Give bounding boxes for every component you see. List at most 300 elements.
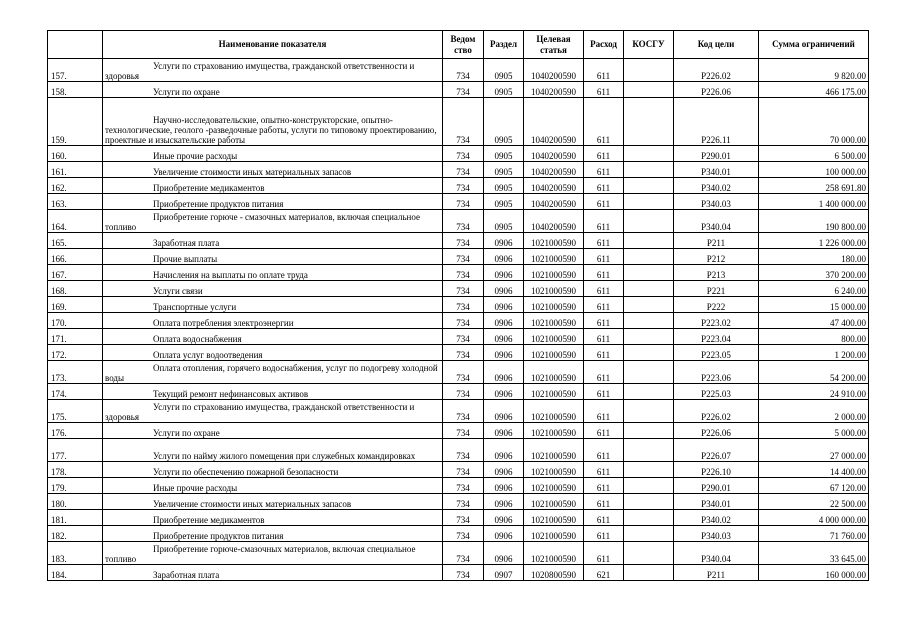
row-kosgu — [624, 146, 674, 162]
header-vedom: Ведом ство — [443, 31, 484, 59]
row-name — [103, 565, 443, 581]
row-number: 158. — [48, 82, 103, 98]
row-name-text: Научно-исследовательские, опытно-конструкторские, опытно-технологические, геолого -разведочные работы, услуги по типовому проектированию, проектные и изыскательские работы — [105, 115, 437, 145]
row-razdel: 0907 — [484, 565, 524, 581]
row-name-text: Оплата отопления, горячего водоснабжения, услуг по подогреву холодной воды — [105, 363, 438, 383]
row-kosgu — [624, 329, 674, 345]
row-target-article: 1040200590 — [524, 59, 584, 82]
row-name — [103, 462, 443, 478]
table-row — [48, 233, 869, 249]
row-target-article: 1040200590 — [524, 82, 584, 98]
row-vedom: 734 — [443, 178, 484, 194]
row-name — [103, 510, 443, 526]
row-kosgu — [624, 162, 674, 178]
row-goal-code: P226.06 — [674, 423, 759, 439]
row-kosgu — [624, 313, 674, 329]
row-kosgu — [624, 249, 674, 265]
row-target-article: 1021000590 — [524, 313, 584, 329]
row-number: 178. — [48, 462, 103, 478]
row-name-text: Заработная плата — [153, 238, 220, 248]
row-vedom: 734 — [443, 510, 484, 526]
row-name — [103, 526, 443, 542]
row-number: 161. — [48, 162, 103, 178]
row-kosgu — [624, 194, 674, 210]
row-sum: 6 240.00 — [759, 281, 869, 297]
row-kosgu — [624, 361, 674, 384]
table-row — [48, 329, 869, 345]
row-expense: 611 — [584, 526, 624, 542]
row-razdel: 0906 — [484, 384, 524, 400]
row-sum: 70 000.00 — [759, 98, 869, 146]
row-expense: 611 — [584, 297, 624, 313]
row-number: 167. — [48, 265, 103, 281]
row-kosgu — [624, 526, 674, 542]
row-vedom: 734 — [443, 98, 484, 146]
row-number: 172. — [48, 345, 103, 361]
row-name — [103, 400, 443, 423]
table-row — [48, 249, 869, 265]
row-number: 169. — [48, 297, 103, 313]
row-target-article: 1021000590 — [524, 510, 584, 526]
header-kosgu: КОСГУ — [624, 31, 674, 59]
row-kosgu — [624, 384, 674, 400]
row-razdel: 0906 — [484, 313, 524, 329]
table-row — [48, 494, 869, 510]
row-number: 165. — [48, 233, 103, 249]
row-name-text: Иные прочие расходы — [153, 483, 238, 493]
row-vedom: 734 — [443, 361, 484, 384]
row-razdel: 0905 — [484, 162, 524, 178]
row-number: 183. — [48, 542, 103, 565]
row-target-article: 1040200590 — [524, 194, 584, 210]
row-kosgu — [624, 59, 674, 82]
table-row — [48, 423, 869, 439]
row-vedom: 734 — [443, 478, 484, 494]
row-name-text: Оплата водоснабжения — [153, 334, 242, 344]
row-kosgu — [624, 439, 674, 462]
row-kosgu — [624, 178, 674, 194]
row-number: 175. — [48, 400, 103, 423]
row-sum: 100 000.00 — [759, 162, 869, 178]
row-razdel: 0906 — [484, 361, 524, 384]
row-target-article: 1021000590 — [524, 542, 584, 565]
row-sum: 1 226 000.00 — [759, 233, 869, 249]
row-target-article: 1021000590 — [524, 478, 584, 494]
row-expense: 611 — [584, 162, 624, 178]
row-sum: 800.00 — [759, 329, 869, 345]
row-goal-code: P226.02 — [674, 400, 759, 423]
row-target-article: 1040200590 — [524, 210, 584, 233]
row-goal-code: P290.01 — [674, 478, 759, 494]
row-name — [103, 313, 443, 329]
row-name-text: Оплата потребления электроэнергии — [153, 318, 294, 328]
row-razdel: 0906 — [484, 249, 524, 265]
row-name-text: Оплата услуг водоотведения — [153, 350, 263, 360]
row-razdel: 0906 — [484, 423, 524, 439]
row-expense: 611 — [584, 233, 624, 249]
row-kosgu — [624, 345, 674, 361]
row-name — [103, 178, 443, 194]
row-name-text: Иные прочие расходы — [153, 151, 238, 161]
row-goal-code: P221 — [674, 281, 759, 297]
row-number: 162. — [48, 178, 103, 194]
table-row — [48, 210, 869, 233]
row-expense: 611 — [584, 249, 624, 265]
row-target-article: 1021000590 — [524, 345, 584, 361]
row-sum: 33 645.00 — [759, 542, 869, 565]
row-expense: 621 — [584, 565, 624, 581]
row-name — [103, 59, 443, 82]
row-name-text: Услуги по найму жилого помещения при служебных командировках — [153, 451, 416, 461]
row-vedom: 734 — [443, 249, 484, 265]
row-goal-code: P290.01 — [674, 146, 759, 162]
row-sum: 190 800.00 — [759, 210, 869, 233]
row-target-article: 1040200590 — [524, 178, 584, 194]
row-sum: 5 000.00 — [759, 423, 869, 439]
row-razdel: 0906 — [484, 400, 524, 423]
row-razdel: 0905 — [484, 59, 524, 82]
row-sum: 71 760.00 — [759, 526, 869, 542]
table-row — [48, 384, 869, 400]
row-razdel: 0906 — [484, 265, 524, 281]
row-target-article: 1021000590 — [524, 526, 584, 542]
row-razdel: 0906 — [484, 526, 524, 542]
row-number: 179. — [48, 478, 103, 494]
row-vedom: 734 — [443, 313, 484, 329]
row-expense: 611 — [584, 494, 624, 510]
table-row — [48, 439, 869, 462]
row-razdel: 0906 — [484, 329, 524, 345]
row-goal-code: P226.07 — [674, 439, 759, 462]
row-goal-code: P212 — [674, 249, 759, 265]
row-sum: 2 000.00 — [759, 400, 869, 423]
row-kosgu — [624, 494, 674, 510]
row-sum: 1 200.00 — [759, 345, 869, 361]
table-row — [48, 281, 869, 297]
row-razdel: 0906 — [484, 281, 524, 297]
row-name — [103, 82, 443, 98]
row-expense: 611 — [584, 439, 624, 462]
table-row — [48, 565, 869, 581]
row-expense: 611 — [584, 98, 624, 146]
row-kosgu — [624, 98, 674, 146]
row-target-article: 1021000590 — [524, 281, 584, 297]
row-goal-code: P225.03 — [674, 384, 759, 400]
row-vedom: 734 — [443, 542, 484, 565]
row-razdel: 0906 — [484, 345, 524, 361]
row-number: 160. — [48, 146, 103, 162]
row-name-text: Начисления на выплаты по оплате труда — [153, 270, 308, 280]
row-goal-code: P340.04 — [674, 210, 759, 233]
table-row — [48, 297, 869, 313]
budget-limits-table-container — [47, 30, 868, 581]
row-name — [103, 423, 443, 439]
row-number: 174. — [48, 384, 103, 400]
row-number: 173. — [48, 361, 103, 384]
row-kosgu — [624, 281, 674, 297]
row-number: 171. — [48, 329, 103, 345]
row-expense: 611 — [584, 510, 624, 526]
row-kosgu — [624, 478, 674, 494]
row-target-article: 1021000590 — [524, 249, 584, 265]
row-name-text: Приобретение продуктов питания — [153, 531, 284, 541]
row-goal-code: P226.06 — [674, 82, 759, 98]
row-vedom: 734 — [443, 162, 484, 178]
row-kosgu — [624, 423, 674, 439]
header-sum: Сумма ограничений — [759, 31, 869, 59]
row-expense: 611 — [584, 194, 624, 210]
row-target-article: 1040200590 — [524, 162, 584, 178]
row-sum: 466 175.00 — [759, 82, 869, 98]
row-kosgu — [624, 210, 674, 233]
row-kosgu — [624, 542, 674, 565]
row-razdel: 0906 — [484, 542, 524, 565]
row-sum: 9 820.00 — [759, 59, 869, 82]
row-vedom: 734 — [443, 565, 484, 581]
row-target-article: 1021000590 — [524, 423, 584, 439]
row-name-text: Транспортные услуги — [153, 302, 237, 312]
row-number: 182. — [48, 526, 103, 542]
row-name-text: Приобретение медикаментов — [153, 183, 265, 193]
row-number: 180. — [48, 494, 103, 510]
row-vedom: 734 — [443, 329, 484, 345]
row-kosgu — [624, 510, 674, 526]
row-name-text: Приобретение горюче - смазочных материалов, включая специальное топливо — [105, 212, 420, 232]
row-kosgu — [624, 265, 674, 281]
row-number: 176. — [48, 423, 103, 439]
header-goal-code: Код цели — [674, 31, 759, 59]
row-target-article: 1021000590 — [524, 361, 584, 384]
row-target-article: 1020800590 — [524, 565, 584, 581]
row-target-article: 1021000590 — [524, 462, 584, 478]
row-expense: 611 — [584, 542, 624, 565]
row-razdel: 0905 — [484, 178, 524, 194]
row-expense: 611 — [584, 265, 624, 281]
row-expense: 611 — [584, 146, 624, 162]
row-expense: 611 — [584, 178, 624, 194]
row-name-text: Увеличение стоимости иных материальных запасов — [153, 167, 352, 177]
header-razdel: Раздел — [484, 31, 524, 59]
row-expense: 611 — [584, 384, 624, 400]
row-goal-code: P226.11 — [674, 98, 759, 146]
row-goal-code: P223.05 — [674, 345, 759, 361]
row-name — [103, 265, 443, 281]
row-goal-code: P222 — [674, 297, 759, 313]
row-number: 164. — [48, 210, 103, 233]
row-vedom: 734 — [443, 462, 484, 478]
row-number: 184. — [48, 565, 103, 581]
row-goal-code: P340.02 — [674, 178, 759, 194]
table-body — [48, 59, 869, 581]
table-row — [48, 82, 869, 98]
table-row — [48, 194, 869, 210]
row-name-text: Услуги по охране — [153, 428, 220, 438]
row-target-article: 1021000590 — [524, 265, 584, 281]
row-goal-code: P226.02 — [674, 59, 759, 82]
row-vedom: 734 — [443, 526, 484, 542]
row-vedom: 734 — [443, 233, 484, 249]
row-vedom: 734 — [443, 82, 484, 98]
row-target-article: 1040200590 — [524, 98, 584, 146]
row-number: 159. — [48, 98, 103, 146]
row-name-text: Прочие выплаты — [153, 254, 218, 264]
row-expense: 611 — [584, 329, 624, 345]
row-razdel: 0906 — [484, 297, 524, 313]
row-number: 166. — [48, 249, 103, 265]
row-expense: 611 — [584, 400, 624, 423]
row-expense: 611 — [584, 281, 624, 297]
row-goal-code: P223.02 — [674, 313, 759, 329]
row-goal-code: P213 — [674, 265, 759, 281]
row-name — [103, 384, 443, 400]
table-row — [48, 146, 869, 162]
row-name — [103, 194, 443, 210]
row-name-text: Заработная плата — [153, 570, 220, 580]
row-vedom: 734 — [443, 59, 484, 82]
row-sum: 15 000.00 — [759, 297, 869, 313]
row-sum: 6 500.00 — [759, 146, 869, 162]
row-expense: 611 — [584, 210, 624, 233]
table-row — [48, 361, 869, 384]
row-sum: 47 400.00 — [759, 313, 869, 329]
row-target-article: 1021000590 — [524, 297, 584, 313]
row-expense: 611 — [584, 462, 624, 478]
table-row — [48, 162, 869, 178]
budget-limits-table — [47, 30, 869, 581]
row-target-article: 1021000590 — [524, 329, 584, 345]
row-razdel: 0906 — [484, 510, 524, 526]
row-number: 157. — [48, 59, 103, 82]
row-name-text: Услуги связи — [153, 286, 203, 296]
row-target-article: 1021000590 — [524, 384, 584, 400]
row-razdel: 0905 — [484, 194, 524, 210]
table-row — [48, 345, 869, 361]
row-vedom: 734 — [443, 210, 484, 233]
row-sum: 22 500.00 — [759, 494, 869, 510]
row-kosgu — [624, 82, 674, 98]
row-name — [103, 329, 443, 345]
row-sum: 370 200.00 — [759, 265, 869, 281]
row-sum: 27 000.00 — [759, 439, 869, 462]
row-name — [103, 345, 443, 361]
row-name-text: Приобретение медикаментов — [153, 515, 265, 525]
row-name-text: Услуги по обеспечению пожарной безопасности — [153, 467, 339, 477]
row-kosgu — [624, 565, 674, 581]
row-vedom: 734 — [443, 297, 484, 313]
row-goal-code: P340.02 — [674, 510, 759, 526]
row-sum: 160 000.00 — [759, 565, 869, 581]
row-goal-code: P340.04 — [674, 542, 759, 565]
row-name — [103, 297, 443, 313]
row-expense: 611 — [584, 313, 624, 329]
row-name-text: Приобретение продуктов питания — [153, 199, 284, 209]
row-vedom: 734 — [443, 146, 484, 162]
row-razdel: 0906 — [484, 233, 524, 249]
row-name-text: Приобретение горюче-смазочных материалов, включая специальное топливо — [105, 544, 416, 564]
row-razdel: 0905 — [484, 98, 524, 146]
row-name — [103, 98, 443, 146]
row-sum: 180.00 — [759, 249, 869, 265]
row-expense: 611 — [584, 478, 624, 494]
row-goal-code: P223.04 — [674, 329, 759, 345]
row-expense: 611 — [584, 361, 624, 384]
row-vedom: 734 — [443, 423, 484, 439]
row-razdel: 0906 — [484, 462, 524, 478]
row-razdel: 0905 — [484, 146, 524, 162]
row-number: 181. — [48, 510, 103, 526]
row-number: 170. — [48, 313, 103, 329]
row-expense: 611 — [584, 82, 624, 98]
row-name — [103, 478, 443, 494]
row-name-text: Услуги по охране — [153, 87, 220, 97]
row-goal-code: P223.06 — [674, 361, 759, 384]
table-row — [48, 510, 869, 526]
row-goal-code: P340.01 — [674, 162, 759, 178]
header-expense: Расход — [584, 31, 624, 59]
table-row — [48, 462, 869, 478]
table-row — [48, 98, 869, 146]
row-expense: 611 — [584, 345, 624, 361]
row-goal-code: P340.01 — [674, 494, 759, 510]
row-name-text: Текущий ремонт нефинансовых активов — [153, 389, 309, 399]
row-goal-code: P211 — [674, 233, 759, 249]
row-vedom: 734 — [443, 265, 484, 281]
row-name — [103, 542, 443, 565]
row-vedom: 734 — [443, 345, 484, 361]
table-row — [48, 178, 869, 194]
row-razdel: 0906 — [484, 478, 524, 494]
table-row — [48, 526, 869, 542]
row-goal-code: P226.10 — [674, 462, 759, 478]
row-target-article: 1021000590 — [524, 439, 584, 462]
row-kosgu — [624, 233, 674, 249]
row-name — [103, 162, 443, 178]
table-row — [48, 400, 869, 423]
row-name — [103, 233, 443, 249]
header-number — [48, 31, 103, 59]
row-expense: 611 — [584, 59, 624, 82]
table-row — [48, 542, 869, 565]
header-target-article: Целевая статья — [524, 31, 584, 59]
row-target-article: 1021000590 — [524, 233, 584, 249]
row-razdel: 0905 — [484, 82, 524, 98]
table-row — [48, 478, 869, 494]
row-goal-code: P211 — [674, 565, 759, 581]
row-sum: 67 120.00 — [759, 478, 869, 494]
row-vedom: 734 — [443, 384, 484, 400]
row-sum: 1 400 000.00 — [759, 194, 869, 210]
row-name — [103, 439, 443, 462]
row-razdel: 0906 — [484, 494, 524, 510]
row-vedom: 734 — [443, 194, 484, 210]
table-row — [48, 313, 869, 329]
row-sum: 4 000 000.00 — [759, 510, 869, 526]
table-row — [48, 265, 869, 281]
row-sum: 24 910.00 — [759, 384, 869, 400]
row-name-text: Услуги по страхованию имущества, гражданской ответственности и здоровья — [105, 402, 415, 422]
row-name-text: Услуги по страхованию имущества, гражданской ответственности и здоровья — [105, 61, 415, 81]
row-expense: 611 — [584, 423, 624, 439]
row-name — [103, 249, 443, 265]
row-sum: 258 691.80 — [759, 178, 869, 194]
row-number: 163. — [48, 194, 103, 210]
row-vedom: 734 — [443, 400, 484, 423]
row-vedom: 734 — [443, 439, 484, 462]
row-kosgu — [624, 297, 674, 313]
row-target-article: 1021000590 — [524, 494, 584, 510]
row-target-article: 1021000590 — [524, 400, 584, 423]
row-name — [103, 146, 443, 162]
